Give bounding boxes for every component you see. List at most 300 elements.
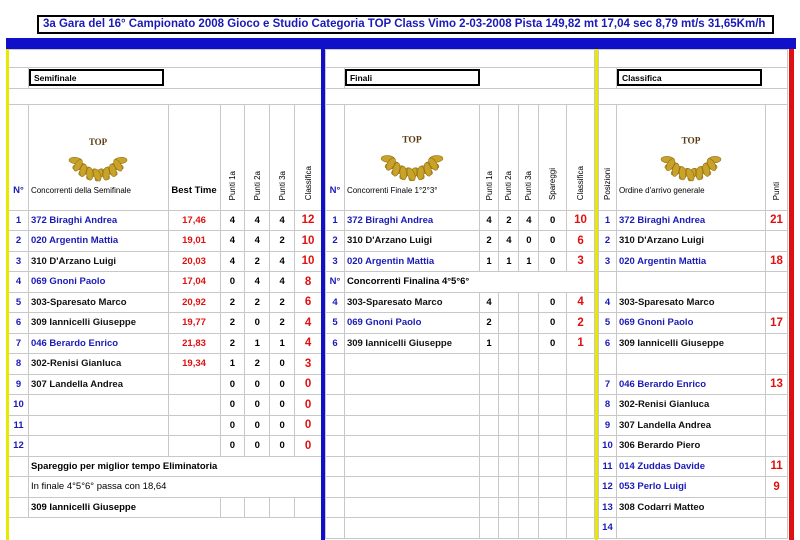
empty-cell (499, 395, 519, 416)
empty-cell (326, 497, 345, 518)
classifica-value: 10 (295, 251, 322, 272)
spareggi-value: 0 (539, 210, 567, 231)
empty-cell (344, 374, 479, 395)
table-row (326, 333, 595, 354)
competitor-name: 020 Argentin Mattia (616, 251, 765, 272)
points-2: 0 (245, 313, 270, 334)
empty-cell (344, 415, 479, 436)
col-name: Concorrenti della Semifinale (30, 185, 131, 195)
points-total (766, 231, 788, 252)
points-3: 2 (270, 231, 295, 252)
table-row (599, 210, 788, 231)
table-row (9, 272, 322, 293)
empty-cell (479, 415, 499, 436)
table-row (9, 210, 322, 231)
empty-cell (344, 497, 479, 518)
empty-cell (499, 477, 519, 498)
points-1: 4 (220, 231, 245, 252)
best-time: 17,46 (168, 210, 220, 231)
points-1: 0 (220, 436, 245, 457)
empty-cell (326, 456, 345, 477)
best-time: 19,34 (168, 354, 220, 375)
empty-cell (479, 436, 499, 457)
semifinal-header: Semifinale (29, 69, 164, 86)
table-row (326, 210, 595, 231)
competitor-name (616, 518, 765, 539)
divider-red (789, 49, 794, 540)
competitor-name: 303-Sparesato Marco (344, 292, 479, 313)
competitor-name: 309 Iannicelli Giuseppe (28, 313, 168, 334)
classifica-value: 0 (295, 436, 322, 457)
logo-text: TOP (401, 133, 422, 145)
empty-row (326, 354, 595, 375)
points-total: 11 (766, 456, 788, 477)
competitor-name: 069 Gnoni Paolo (616, 313, 765, 334)
best-time: 17,04 (168, 272, 220, 293)
empty-cell (326, 354, 345, 375)
points-3 (519, 333, 539, 354)
points-3: 0 (270, 436, 295, 457)
row-number: 3 (9, 251, 29, 272)
best-time: 20,03 (168, 251, 220, 272)
points-total (766, 272, 788, 293)
best-time: 19,77 (168, 313, 220, 334)
position-number (599, 354, 617, 375)
best-time (168, 374, 220, 395)
competitor-name: 069 Gnoni Paolo (28, 272, 168, 293)
competitor-name: 307 Landella Andrea (28, 374, 168, 395)
empty-cell (344, 354, 479, 375)
empty-cell (344, 477, 479, 498)
points-1: 1 (220, 354, 245, 375)
ranking-col-name: Ordine d'arrivo generale (618, 185, 705, 195)
spareggi-value: 0 (539, 231, 567, 252)
points-3: 0 (270, 354, 295, 375)
empty-cell (499, 497, 519, 518)
empty-cell (479, 497, 499, 518)
final-col-classifica: Classifica (576, 166, 586, 201)
points-3: 0 (519, 231, 539, 252)
classifica-value: 0 (295, 395, 322, 416)
position-number: 4 (599, 292, 617, 313)
row-number: 1 (9, 210, 29, 231)
table-row (9, 436, 322, 457)
table-row (599, 518, 788, 539)
classifica-value: 6 (295, 292, 322, 313)
empty-cell (539, 374, 567, 395)
points-total: 9 (766, 477, 788, 498)
position-number: 1 (599, 210, 617, 231)
table-row (9, 251, 322, 272)
points-2: 0 (245, 415, 270, 436)
table-row (599, 313, 788, 334)
empty-cell (567, 456, 595, 477)
competitor-name: 310 D'Arzano Luigi (616, 231, 765, 252)
spareggi-value: 0 (539, 251, 567, 272)
points-1: 2 (479, 231, 499, 252)
best-time: 19,01 (168, 231, 220, 252)
points-1: 0 (220, 395, 245, 416)
empty-cell (539, 518, 567, 539)
table-row (599, 436, 788, 457)
wreath-logo (367, 119, 457, 185)
competitor-name (616, 272, 765, 293)
row-number: 6 (326, 333, 345, 354)
points-2 (499, 333, 519, 354)
points-1: 1 (479, 251, 499, 272)
row-number: 2 (9, 231, 29, 252)
header-bar (6, 38, 796, 49)
best-time (168, 415, 220, 436)
points-2 (499, 313, 519, 334)
empty-cell (479, 395, 499, 416)
points-3 (519, 313, 539, 334)
note-finale: In finale 4°5°6° passa con 18,64 (28, 477, 321, 498)
position-number: 5 (599, 313, 617, 334)
final-col-p3: Punti 3a (524, 171, 534, 201)
final-header: Finali (345, 69, 480, 86)
classifica-value: 6 (567, 231, 595, 252)
points-3: 2 (270, 292, 295, 313)
points-3: 2 (270, 313, 295, 334)
points-1: 0 (220, 374, 245, 395)
table-row (599, 272, 788, 293)
points-total (766, 415, 788, 436)
empty-cell (499, 374, 519, 395)
empty-cell (499, 436, 519, 457)
row-number: 3 (326, 251, 345, 272)
points-total (766, 292, 788, 313)
empty-cell (519, 415, 539, 436)
final-table (325, 49, 595, 539)
best-time (168, 395, 220, 416)
col-best: Best Time (168, 104, 220, 210)
competitor-name: 310 D'Arzano Luigi (344, 231, 479, 252)
spareggi-value: 0 (539, 313, 567, 334)
note-spareggio: Spareggio per miglior tempo Eliminatoria (28, 456, 321, 477)
empty-cell (499, 354, 519, 375)
table-row (599, 456, 788, 477)
empty-cell (479, 354, 499, 375)
empty-cell (519, 436, 539, 457)
divider-blue (321, 49, 325, 540)
classifica-value: 8 (295, 272, 322, 293)
logo-text: TOP (89, 136, 108, 147)
position-number (599, 272, 617, 293)
spareggi-value: 0 (539, 292, 567, 313)
table-row (599, 231, 788, 252)
points-3: 4 (519, 210, 539, 231)
table-row (9, 231, 322, 252)
table-row (9, 313, 322, 334)
classifica-value: 3 (295, 354, 322, 375)
empty-cell (519, 456, 539, 477)
empty-cell (479, 518, 499, 539)
points-2: 2 (499, 210, 519, 231)
finalina-header: Concorrenti Finalina 4°5°6° (344, 272, 594, 293)
points-total: 17 (766, 313, 788, 334)
table-row (9, 354, 322, 375)
points-2: 1 (499, 251, 519, 272)
logo-text: TOP (681, 136, 701, 147)
ranking-col-pos: Posizioni (602, 168, 612, 201)
points-total: 13 (766, 374, 788, 395)
points-1: 4 (220, 210, 245, 231)
position-number: 9 (599, 415, 617, 436)
table-row (9, 333, 322, 354)
final-col-p1: Punti 1a (484, 171, 494, 201)
best-time (168, 436, 220, 457)
table-row (599, 333, 788, 354)
empty-cell (499, 456, 519, 477)
points-3: 1 (519, 251, 539, 272)
position-number: 11 (599, 456, 617, 477)
table-row (326, 251, 595, 272)
points-1: 2 (220, 333, 245, 354)
row-number: 8 (9, 354, 29, 375)
points-total (766, 395, 788, 416)
points-total: 21 (766, 210, 788, 231)
empty-cell (479, 477, 499, 498)
points-2: 2 (245, 354, 270, 375)
competitor-name: 302-Renisi Gianluca (28, 354, 168, 375)
col-p2: Punti 2a (252, 171, 262, 201)
classifica-value: 4 (567, 292, 595, 313)
row-number: 11 (9, 415, 29, 436)
table-row (9, 374, 322, 395)
position-number: 8 (599, 395, 617, 416)
empty-cell (326, 395, 345, 416)
competitor-name: 310 D'Arzano Luigi (28, 251, 168, 272)
competitor-name: 303-Sparesato Marco (28, 292, 168, 313)
empty-row (326, 374, 595, 395)
wreath-logo (654, 121, 728, 185)
classifica-value: 4 (295, 313, 322, 334)
table-row (599, 415, 788, 436)
competitor-name (28, 415, 168, 436)
points-3 (519, 292, 539, 313)
empty-row (326, 395, 595, 416)
competitor-name: 069 Gnoni Paolo (344, 313, 479, 334)
table-row (9, 415, 322, 436)
empty-cell (567, 415, 595, 436)
empty-cell (519, 518, 539, 539)
points-1: 4 (479, 210, 499, 231)
note-winner: 309 Iannicelli Giuseppe (28, 497, 220, 518)
empty-cell (344, 518, 479, 539)
empty-cell (519, 497, 539, 518)
points-total (766, 497, 788, 518)
page-title: 3a Gara del 16° Campionato 2008 Gioco e Studio Categoria TOP Class Vimo 2-03-2008 Pista 149,82 mt 17,04 sec 8,79 mt/s 31,65Km/h (37, 15, 774, 34)
competitor-name: 372 Biraghi Andrea (344, 210, 479, 231)
classifica-value: 1 (567, 333, 595, 354)
col-classifica: Classifica (303, 166, 313, 201)
empty-cell (567, 395, 595, 416)
col-p1: Punti 1a (227, 171, 237, 201)
classifica-value: 0 (295, 374, 322, 395)
points-total (766, 436, 788, 457)
competitor-name: 308 Codarri Matteo (616, 497, 765, 518)
points-2: 4 (245, 231, 270, 252)
points-3: 0 (270, 415, 295, 436)
final-col-p2: Punti 2a (504, 171, 514, 201)
empty-cell (344, 436, 479, 457)
table-row (9, 292, 322, 313)
points-3: 0 (270, 395, 295, 416)
row-number: 4 (326, 292, 345, 313)
position-number: 6 (599, 333, 617, 354)
empty-cell (326, 436, 345, 457)
empty-cell (519, 395, 539, 416)
final-col-n: N° (326, 104, 345, 210)
finalina-col-n: N° (326, 272, 345, 293)
table-row (599, 251, 788, 272)
empty-cell (519, 374, 539, 395)
competitor-name: 302-Renisi Gianluca (616, 395, 765, 416)
points-2: 4 (245, 272, 270, 293)
table-row (326, 313, 595, 334)
points-3: 4 (270, 272, 295, 293)
position-number: 14 (599, 518, 617, 539)
points-2: 1 (245, 333, 270, 354)
best-time: 21,83 (168, 333, 220, 354)
ranking-col-pts: Punti (772, 182, 782, 201)
classifica-value: 2 (567, 313, 595, 334)
empty-cell (326, 477, 345, 498)
points-2: 4 (499, 231, 519, 252)
empty-cell (499, 518, 519, 539)
empty-cell (479, 456, 499, 477)
empty-cell (539, 415, 567, 436)
empty-cell (539, 395, 567, 416)
classifica-value: 10 (295, 231, 322, 252)
empty-cell (326, 374, 345, 395)
competitor-name: 309 Iannicelli Giuseppe (616, 333, 765, 354)
position-number: 7 (599, 374, 617, 395)
wreath-logo (68, 123, 128, 185)
divider-yellow-left (6, 49, 9, 540)
competitor-name (616, 354, 765, 375)
empty-row (326, 415, 595, 436)
classifica-value: 3 (567, 251, 595, 272)
row-number: 5 (9, 292, 29, 313)
classifica-value: 0 (295, 415, 322, 436)
empty-cell (479, 374, 499, 395)
empty-row (326, 436, 595, 457)
points-1: 0 (220, 272, 245, 293)
competitor-name: 372 Biraghi Andrea (28, 210, 168, 231)
table-row (599, 497, 788, 518)
empty-cell (539, 354, 567, 375)
points-3: 0 (270, 374, 295, 395)
points-3: 4 (270, 210, 295, 231)
final-col-spareggi: Spareggi (548, 168, 558, 201)
row-number: 6 (9, 313, 29, 334)
empty-row (326, 477, 595, 498)
points-1: 4 (479, 292, 499, 313)
best-time: 20,92 (168, 292, 220, 313)
points-2: 0 (245, 374, 270, 395)
position-number: 12 (599, 477, 617, 498)
table-row (599, 395, 788, 416)
table-row (9, 395, 322, 416)
points-total: 18 (766, 251, 788, 272)
empty-cell (567, 374, 595, 395)
empty-cell (567, 497, 595, 518)
empty-row (326, 456, 595, 477)
empty-cell (539, 436, 567, 457)
position-number: 2 (599, 231, 617, 252)
competitor-name (28, 395, 168, 416)
position-number: 13 (599, 497, 617, 518)
points-1: 2 (220, 313, 245, 334)
competitor-name: 053 Perlo Luigi (616, 477, 765, 498)
competitor-name: 014 Zuddas Davide (616, 456, 765, 477)
competitor-name (28, 436, 168, 457)
points-1: 0 (220, 415, 245, 436)
ranking-table (598, 49, 788, 539)
classifica-value: 12 (295, 210, 322, 231)
row-number: 10 (9, 395, 29, 416)
points-1: 1 (479, 333, 499, 354)
points-2: 0 (245, 395, 270, 416)
points-total (766, 333, 788, 354)
empty-cell (326, 518, 345, 539)
empty-cell (344, 456, 479, 477)
empty-row (326, 518, 595, 539)
empty-cell (567, 477, 595, 498)
divider-yellow (595, 49, 598, 540)
empty-cell (567, 354, 595, 375)
spareggi-value: 0 (539, 333, 567, 354)
classifica-value: 4 (295, 333, 322, 354)
table-row (599, 477, 788, 498)
row-number: 4 (9, 272, 29, 293)
empty-cell (567, 518, 595, 539)
points-1: 2 (220, 292, 245, 313)
row-number: 5 (326, 313, 345, 334)
points-2: 2 (245, 251, 270, 272)
table-row (326, 231, 595, 252)
competitor-name: 309 Iannicelli Giuseppe (344, 333, 479, 354)
competitor-name: 046 Berardo Enrico (28, 333, 168, 354)
empty-cell (567, 436, 595, 457)
points-2: 0 (245, 436, 270, 457)
table-row (326, 292, 595, 313)
table-row (599, 292, 788, 313)
competitor-name: 307 Landella Andrea (616, 415, 765, 436)
points-1: 2 (479, 313, 499, 334)
points-1: 4 (220, 251, 245, 272)
competitor-name: 303-Sparesato Marco (616, 292, 765, 313)
empty-row (326, 497, 595, 518)
position-number: 10 (599, 436, 617, 457)
empty-cell (344, 395, 479, 416)
classifica-value: 10 (567, 210, 595, 231)
competitor-name: 372 Biraghi Andrea (616, 210, 765, 231)
points-2: 4 (245, 210, 270, 231)
final-col-name: Concorrenti Finale 1°2°3° (346, 185, 438, 195)
col-n: N° (9, 104, 29, 210)
points-2 (499, 292, 519, 313)
empty-cell (499, 415, 519, 436)
empty-cell (539, 477, 567, 498)
table-row (599, 374, 788, 395)
competitor-name: 020 Argentin Mattia (28, 231, 168, 252)
empty-cell (519, 354, 539, 375)
points-2: 2 (245, 292, 270, 313)
row-number: 12 (9, 436, 29, 457)
